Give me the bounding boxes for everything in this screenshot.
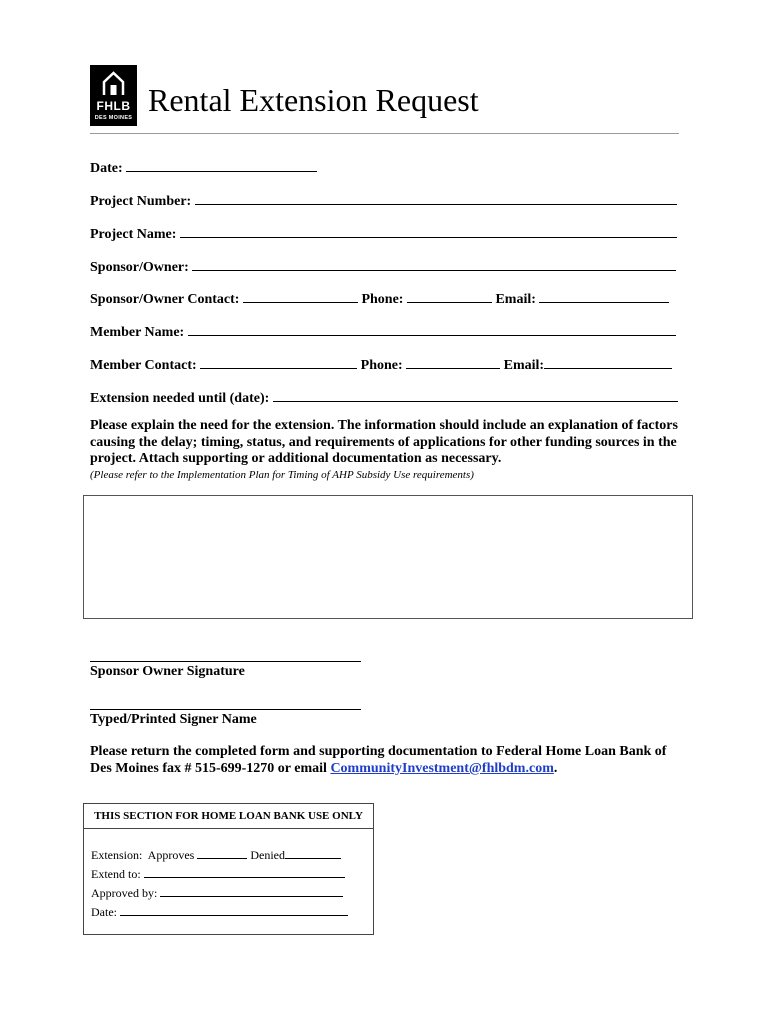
- return-text: Please return the completed form and supporting documentation to Federal Home Loan Bank of Des Moines fax # 515-699-1270 or email: [90, 744, 667, 776]
- member-contact-label: Member Contact:: [90, 358, 197, 373]
- office-approved-field[interactable]: [160, 885, 343, 897]
- sponsor-phone-label: Phone:: [361, 292, 404, 307]
- extension-date-field[interactable]: [273, 387, 678, 402]
- member-name-label: Member Name:: [90, 325, 185, 340]
- sponsor-contact-row: [90, 288, 669, 309]
- title-divider: [90, 133, 679, 134]
- member-phone-field[interactable]: [406, 354, 500, 369]
- office-date-row: [91, 904, 348, 920]
- logo-brand: FHLB: [96, 99, 131, 113]
- return-end: .: [553, 761, 558, 776]
- member-phone-label: Phone:: [360, 358, 403, 373]
- typed-name-label: Typed/Printed Signer Name: [90, 712, 257, 727]
- explanation-instructions: Please explain the need for the extension. The information should include an explanation of factors causing the delay; timing, status, and requirements of applications for other funding sources in the project. Attach supporting or additional documentation as necessary.: [90, 418, 678, 466]
- office-extend-label: Extend to:: [91, 867, 141, 881]
- page-title: Rental Extension Request: [148, 82, 479, 118]
- extension-date-row: [90, 387, 678, 408]
- office-approved-label: Approved by:: [91, 886, 158, 900]
- sponsor-owner-row: [90, 256, 676, 277]
- office-approves-field[interactable]: [197, 847, 247, 859]
- member-name-row: [90, 321, 676, 342]
- office-denied-label: Denied: [250, 848, 285, 862]
- project-number-row: [90, 190, 677, 211]
- office-denied-field[interactable]: [285, 847, 341, 859]
- project-number-field[interactable]: [195, 190, 677, 205]
- member-email-label: Email:: [503, 358, 545, 373]
- bank-use-header: THIS SECTION FOR HOME LOAN BANK USE ONLY: [84, 804, 373, 829]
- sponsor-email-label: Email:: [495, 292, 536, 307]
- fhlb-logo: [90, 65, 137, 126]
- implementation-plan-note: (Please refer to the Implementation Plan for Timing of AHP Subsidy Use requirements): [90, 469, 474, 481]
- member-contact-row: [90, 354, 672, 375]
- project-name-row: [90, 223, 677, 244]
- project-name-field[interactable]: [180, 223, 677, 238]
- sponsor-contact-field[interactable]: [243, 288, 358, 303]
- office-date-field[interactable]: [120, 904, 348, 916]
- sponsor-contact-label: Sponsor/Owner Contact:: [90, 292, 240, 307]
- sponsor-signature-line[interactable]: [90, 661, 361, 662]
- office-extension-label: Extension:: [91, 848, 143, 862]
- project-name-label: Project Name:: [90, 227, 177, 242]
- bank-use-section: [83, 803, 374, 935]
- member-email-field[interactable]: [544, 354, 672, 369]
- sponsor-signature-label: Sponsor Owner Signature: [90, 664, 245, 679]
- office-approved-row: [91, 885, 343, 901]
- sponsor-email-field[interactable]: [539, 288, 669, 303]
- sponsor-owner-field[interactable]: [192, 256, 676, 271]
- date-label: Date:: [90, 161, 123, 176]
- sponsor-owner-label: Sponsor/Owner:: [90, 260, 189, 275]
- office-approves-label: Approves: [147, 848, 195, 862]
- extension-date-label: Extension needed until (date):: [90, 391, 270, 406]
- explanation-textarea[interactable]: [83, 495, 693, 619]
- office-extension-row: [91, 847, 341, 863]
- date-row: [90, 157, 317, 178]
- logo-subtitle: DES MOINES: [94, 115, 133, 121]
- office-date-label: Date:: [91, 905, 117, 919]
- member-contact-field[interactable]: [200, 354, 357, 369]
- sponsor-phone-field[interactable]: [407, 288, 492, 303]
- email-link[interactable]: CommunityInvestment@fhlbdm.com: [330, 761, 554, 776]
- typed-name-line[interactable]: [90, 709, 361, 710]
- member-name-field[interactable]: [188, 321, 676, 336]
- project-number-label: Project Number:: [90, 194, 192, 209]
- return-instructions: [90, 743, 690, 777]
- date-field[interactable]: [126, 157, 317, 172]
- office-extend-row: [91, 866, 345, 882]
- office-extend-field[interactable]: [144, 866, 345, 878]
